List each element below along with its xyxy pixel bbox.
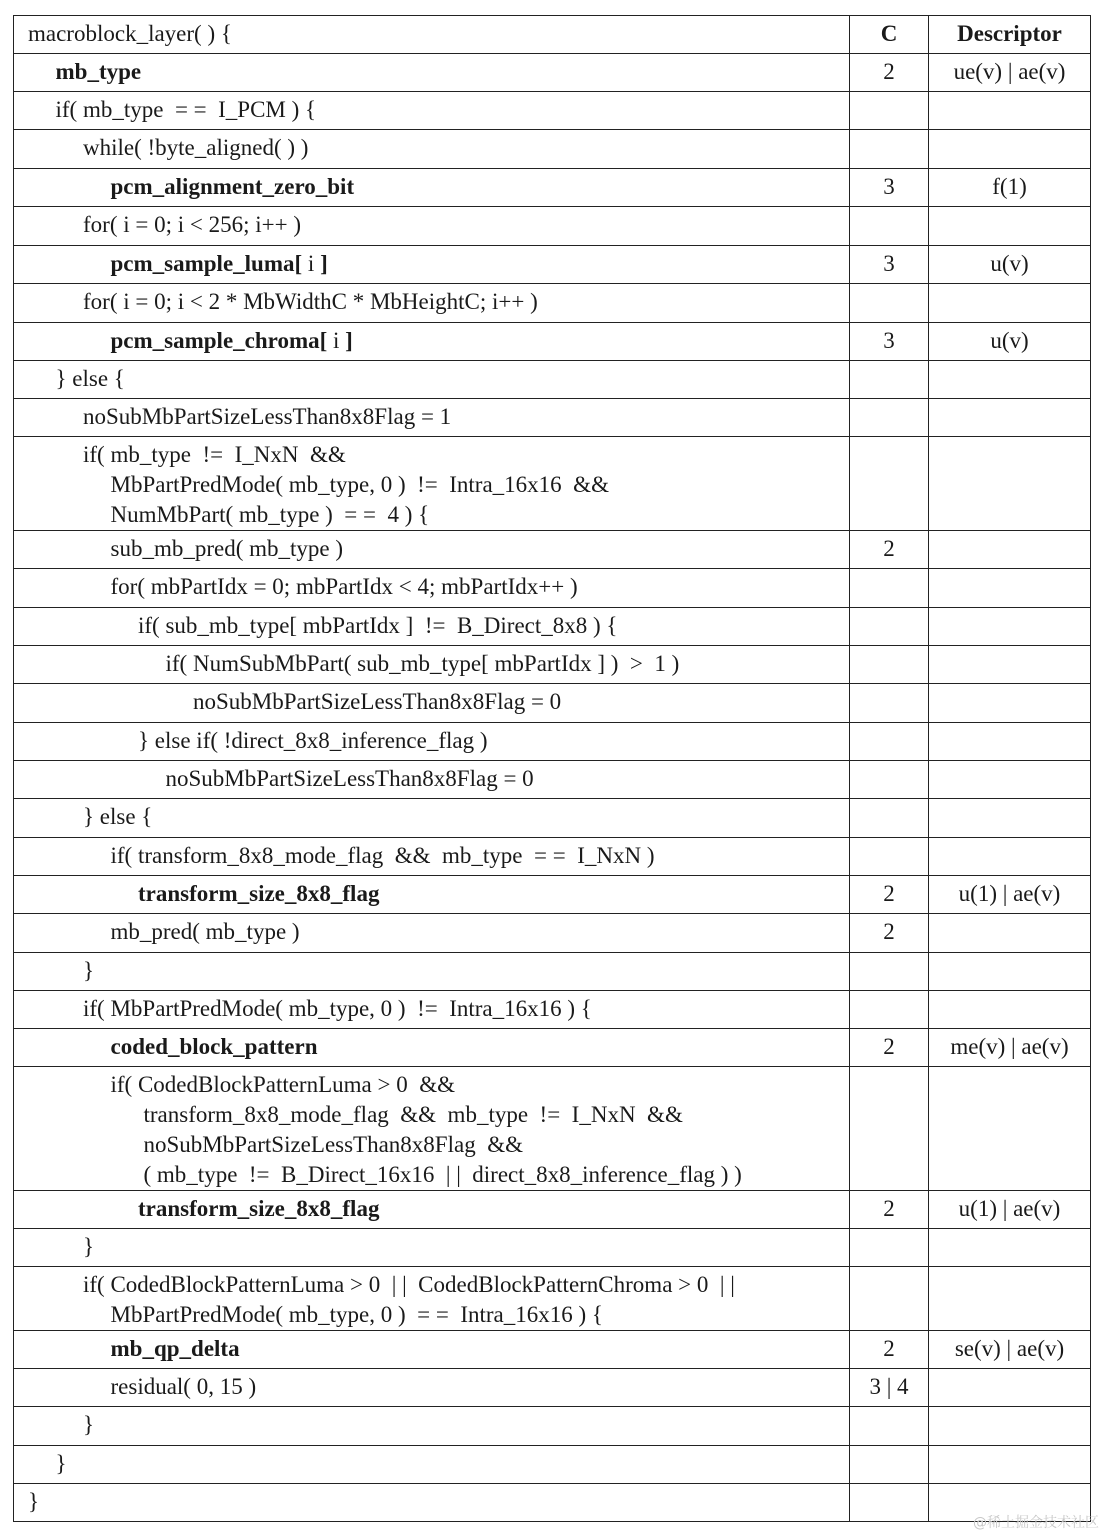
syntax-line [14, 534, 849, 564]
descriptor-cell [929, 684, 1091, 723]
syntax-row [14, 991, 1091, 1029]
syntax-row [14, 399, 1091, 437]
syntax-cell [14, 646, 850, 684]
category-cell: 2 [850, 1029, 929, 1067]
syntax-line [14, 687, 849, 717]
descriptor-cell: u(1) | ae(v) [929, 876, 1091, 914]
category-cell [850, 399, 929, 437]
descriptor-cell [929, 92, 1091, 130]
syntax-text: if( mb_type = = I_PCM ) { [55, 97, 317, 122]
category-cell: 3 [850, 323, 929, 361]
syntax-cell [14, 207, 850, 246]
syntax-text: NumMbPart( mb_type ) = = 4 ) { [110, 502, 430, 527]
syntax-row [14, 569, 1091, 608]
syntax-text: } [55, 1451, 67, 1476]
syntax-row [14, 92, 1091, 130]
syntax-line [14, 956, 849, 986]
syntax-line [14, 1160, 849, 1190]
syntax-row [14, 1369, 1091, 1407]
descriptor-cell [929, 437, 1091, 531]
syntax-text: i [302, 251, 321, 276]
syntax-text: } else { [83, 804, 153, 829]
syntax-row [14, 953, 1091, 991]
descriptor-cell: u(v) [929, 323, 1091, 361]
syntax-text: if( MbPartPredMode( mb_type, 0 ) != Intra_16x16 ) { [83, 996, 592, 1021]
descriptor-cell [929, 130, 1091, 169]
descriptor-cell: me(v) | ae(v) [929, 1029, 1091, 1067]
syntax-row [14, 1267, 1091, 1331]
syntax-cell [14, 1191, 850, 1229]
syntax-row [14, 284, 1091, 323]
syntax-line [14, 95, 849, 125]
syntax-cell [14, 838, 850, 876]
syntax-line [14, 57, 849, 87]
descriptor-cell [929, 991, 1091, 1029]
syntax-cell [14, 1029, 850, 1067]
syntax-cell [14, 1369, 850, 1407]
syntax-text: } [83, 1412, 95, 1437]
syntax-line [14, 364, 849, 394]
category-cell [850, 723, 929, 761]
category-cell [850, 1484, 929, 1522]
descriptor-cell [929, 531, 1091, 569]
syntax-cell [14, 130, 850, 169]
syntax-line [14, 210, 849, 240]
syntax-element-name: pcm_sample_chroma[ [110, 328, 328, 353]
descriptor-cell: se(v) | ae(v) [929, 1331, 1091, 1369]
syntax-row [14, 1446, 1091, 1484]
syntax-cell [14, 1331, 850, 1369]
descriptor-cell: u(1) | ae(v) [929, 1191, 1091, 1229]
category-cell [850, 437, 929, 531]
syntax-cell [14, 437, 850, 531]
syntax-row [14, 323, 1091, 361]
syntax-text: i [327, 328, 346, 353]
syntax-element-name: ] [345, 328, 353, 353]
syntax-row [14, 1407, 1091, 1446]
category-cell: 2 [850, 876, 929, 914]
syntax-row [14, 1067, 1091, 1191]
syntax-text: for( i = 0; i < 256; i++ ) [83, 212, 301, 237]
descriptor-cell [929, 284, 1091, 323]
syntax-header: macroblock_layer( ) { [14, 16, 850, 54]
category-cell [850, 799, 929, 838]
descriptor-cell [929, 953, 1091, 991]
syntax-text: while( !byte_aligned( ) ) [83, 135, 309, 160]
syntax-text: } else if( !direct_8x8_inference_flag ) [138, 728, 488, 753]
syntax-line [14, 172, 849, 202]
category-cell: 2 [850, 1191, 929, 1229]
syntax-line [14, 1130, 849, 1160]
descriptor-cell [929, 723, 1091, 761]
syntax-text: if( transform_8x8_mode_flag && mb_type = = I_NxN ) [110, 843, 655, 868]
syntax-element-name: coded_block_pattern [110, 1034, 318, 1059]
syntax-row [14, 130, 1091, 169]
descriptor-column-header: Descriptor [929, 16, 1091, 54]
descriptor-cell [929, 914, 1091, 953]
syntax-cell [14, 1067, 850, 1191]
syntax-row [14, 684, 1091, 723]
syntax-line [14, 1449, 849, 1479]
syntax-row [14, 646, 1091, 684]
syntax-cell [14, 284, 850, 323]
descriptor-cell [929, 207, 1091, 246]
descriptor-cell [929, 1229, 1091, 1267]
syntax-row [14, 838, 1091, 876]
syntax-cell [14, 914, 850, 953]
syntax-cell [14, 953, 850, 991]
syntax-line [14, 1410, 849, 1440]
syntax-row [14, 799, 1091, 838]
syntax-row [14, 361, 1091, 399]
syntax-text: for( mbPartIdx = 0; mbPartIdx < 4; mbPartIdx++ ) [110, 574, 578, 599]
syntax-line [14, 879, 849, 909]
syntax-line [14, 1372, 849, 1402]
syntax-text: if( sub_mb_type[ mbPartIdx ] != B_Direct_8x8 ) { [138, 613, 618, 638]
syntax-text: noSubMbPartSizeLessThan8x8Flag = 0 [165, 766, 534, 791]
syntax-text: residual( 0, 15 ) [110, 1374, 257, 1399]
syntax-line [14, 1032, 849, 1062]
category-cell [850, 761, 929, 799]
syntax-text: noSubMbPartSizeLessThan8x8Flag = 1 [83, 404, 452, 429]
syntax-row [14, 1191, 1091, 1229]
category-cell [850, 1446, 929, 1484]
syntax-line [14, 249, 849, 279]
category-cell [850, 569, 929, 608]
descriptor-cell [929, 761, 1091, 799]
syntax-text: for( i = 0; i < 2 * MbWidthC * MbHeightC; i++ ) [83, 289, 538, 314]
syntax-text: } [83, 1234, 95, 1259]
syntax-element-name: pcm_sample_luma[ [110, 251, 303, 276]
syntax-line [14, 1270, 849, 1300]
category-cell: 2 [850, 914, 929, 953]
syntax-cell [14, 361, 850, 399]
category-cell: 3 [850, 246, 929, 284]
syntax-line [14, 764, 849, 794]
syntax-text: sub_mb_pred( mb_type ) [110, 536, 344, 561]
syntax-cell [14, 169, 850, 207]
syntax-cell [14, 399, 850, 437]
syntax-line [14, 1232, 849, 1262]
syntax-cell [14, 1446, 850, 1484]
descriptor-cell: ue(v) | ae(v) [929, 54, 1091, 92]
category-cell [850, 608, 929, 646]
syntax-cell [14, 246, 850, 284]
syntax-text: if( NumSubMbPart( sub_mb_type[ mbPartIdx ] ) > 1 ) [165, 651, 680, 676]
syntax-line [14, 726, 849, 756]
syntax-element-name: ] [320, 251, 328, 276]
syntax-element-name: mb_qp_delta [110, 1336, 240, 1361]
syntax-cell [14, 569, 850, 608]
category-cell [850, 684, 929, 723]
syntax-text: } else { [55, 366, 125, 391]
syntax-line [14, 1100, 849, 1130]
syntax-row [14, 246, 1091, 284]
syntax-line [14, 287, 849, 317]
descriptor-cell [929, 361, 1091, 399]
syntax-text: noSubMbPartSizeLessThan8x8Flag && [143, 1132, 523, 1157]
descriptor-cell [929, 1407, 1091, 1446]
syntax-row [14, 1229, 1091, 1267]
syntax-line [14, 841, 849, 871]
category-cell: 3 [850, 169, 929, 207]
descriptor-cell [929, 799, 1091, 838]
descriptor-cell: u(v) [929, 246, 1091, 284]
category-cell [850, 1229, 929, 1267]
syntax-row [14, 1029, 1091, 1067]
syntax-cell [14, 876, 850, 914]
category-cell: 2 [850, 531, 929, 569]
category-cell [850, 646, 929, 684]
header-row [14, 16, 1091, 54]
syntax-line [14, 649, 849, 679]
descriptor-cell [929, 646, 1091, 684]
syntax-row [14, 608, 1091, 646]
syntax-text: MbPartPredMode( mb_type, 0 ) != Intra_16x16 && [110, 472, 609, 497]
descriptor-cell [929, 399, 1091, 437]
category-cell [850, 207, 929, 246]
syntax-row [14, 876, 1091, 914]
syntax-line [14, 440, 849, 470]
syntax-text: noSubMbPartSizeLessThan8x8Flag = 0 [193, 689, 562, 714]
syntax-text: ( mb_type != B_Direct_16x16 | | direct_8x8_inference_flag ) ) [143, 1162, 742, 1187]
syntax-cell [14, 1229, 850, 1267]
syntax-line [14, 402, 849, 432]
category-cell [850, 991, 929, 1029]
syntax-line [14, 1070, 849, 1100]
syntax-text: if( CodedBlockPatternLuma > 0 && [110, 1072, 455, 1097]
syntax-line [14, 1487, 849, 1517]
descriptor-cell [929, 1446, 1091, 1484]
category-cell [850, 130, 929, 169]
syntax-row [14, 1331, 1091, 1369]
syntax-line [14, 994, 849, 1024]
category-cell [850, 953, 929, 991]
syntax-line [14, 500, 849, 530]
syntax-row [14, 54, 1091, 92]
syntax-element-name: mb_type [55, 59, 142, 84]
syntax-cell [14, 761, 850, 799]
syntax-cell [14, 1267, 850, 1331]
syntax-cell [14, 54, 850, 92]
syntax-cell [14, 1407, 850, 1446]
syntax-text: } [28, 1489, 40, 1514]
category-cell: 3 | 4 [850, 1369, 929, 1407]
syntax-cell [14, 991, 850, 1029]
syntax-line [14, 917, 849, 947]
syntax-row [14, 1484, 1091, 1522]
syntax-row [14, 531, 1091, 569]
category-cell [850, 1067, 929, 1191]
syntax-line [14, 802, 849, 832]
category-cell: 2 [850, 54, 929, 92]
syntax-cell [14, 323, 850, 361]
syntax-text: if( mb_type != I_NxN && [83, 442, 346, 467]
category-cell [850, 284, 929, 323]
c-column-header: C [850, 16, 929, 54]
syntax-line [14, 611, 849, 641]
descriptor-cell: f(1) [929, 169, 1091, 207]
syntax-line [14, 572, 849, 602]
syntax-line [14, 1300, 849, 1330]
category-cell [850, 1267, 929, 1331]
syntax-cell [14, 723, 850, 761]
syntax-text: transform_8x8_mode_flag && mb_type != I_NxN && [143, 1102, 683, 1127]
syntax-line [14, 470, 849, 500]
syntax-row [14, 761, 1091, 799]
syntax-cell [14, 799, 850, 838]
syntax-row [14, 723, 1091, 761]
syntax-table [13, 15, 1091, 1522]
syntax-element-name: transform_size_8x8_flag [138, 881, 380, 906]
syntax-cell [14, 608, 850, 646]
descriptor-cell [929, 1369, 1091, 1407]
category-cell [850, 838, 929, 876]
syntax-cell [14, 684, 850, 723]
category-cell [850, 1407, 929, 1446]
syntax-row [14, 207, 1091, 246]
syntax-cell [14, 1484, 850, 1522]
descriptor-cell [929, 1067, 1091, 1191]
category-cell [850, 361, 929, 399]
descriptor-cell [929, 608, 1091, 646]
syntax-text: mb_pred( mb_type ) [110, 919, 300, 944]
syntax-line [14, 1334, 849, 1364]
syntax-element-name: pcm_alignment_zero_bit [110, 174, 355, 199]
syntax-element-name: transform_size_8x8_flag [138, 1196, 380, 1221]
watermark: @稀土掘金技术社区 [973, 1515, 1099, 1531]
category-cell [850, 92, 929, 130]
syntax-cell [14, 92, 850, 130]
syntax-text: if( CodedBlockPatternLuma > 0 | | CodedBlockPatternChroma > 0 | | [83, 1272, 735, 1297]
descriptor-cell [929, 838, 1091, 876]
descriptor-cell [929, 569, 1091, 608]
category-cell: 2 [850, 1331, 929, 1369]
syntax-text: MbPartPredMode( mb_type, 0 ) = = Intra_16x16 ) { [110, 1302, 603, 1327]
syntax-row [14, 914, 1091, 953]
syntax-line [14, 1194, 849, 1224]
syntax-line [14, 326, 849, 356]
syntax-line [14, 133, 849, 163]
syntax-row [14, 169, 1091, 207]
syntax-text: } [83, 958, 95, 983]
syntax-cell [14, 531, 850, 569]
syntax-row [14, 437, 1091, 531]
descriptor-cell [929, 1267, 1091, 1331]
